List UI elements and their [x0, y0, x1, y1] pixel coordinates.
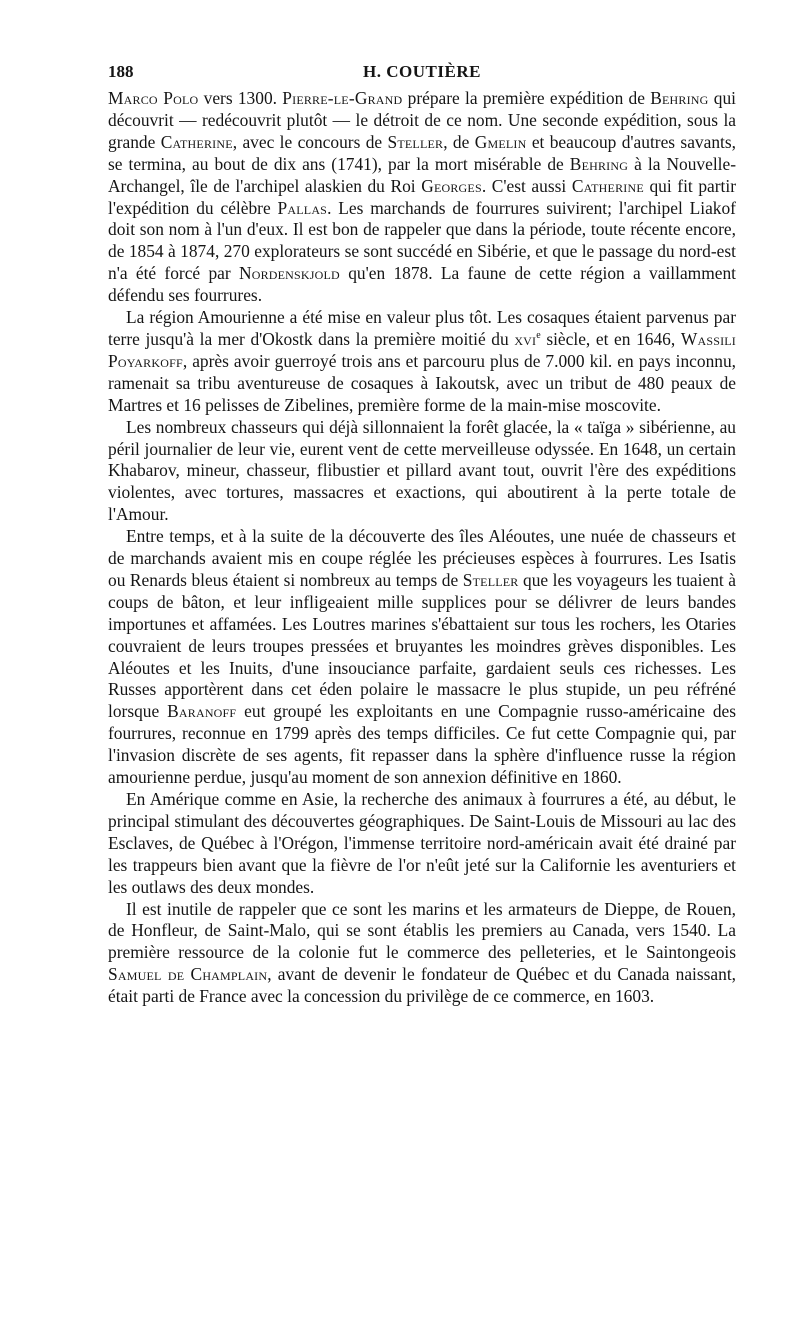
- text-run: et beaucoup d'autres savants, se termina, au bout de dix ans (1741), par la mort misérable de: [108, 131, 736, 174]
- proper-name: Baranoff: [167, 701, 237, 722]
- text-run: que les voyageurs les tuaient à coups de bâton, et leur infligeaient mille supplices pour se délivrer de leurs bandes importunes et affamées. Les Loutres marines s'ébattaient sur tous les rochers, les Otaries couvraient de leurs troupes pressées et bruyantes les moindres grèves disponibles. Les Aléoutes et les Inuits, d'une insouciance parfaite, gardaient seuls ces richesses. Les Russes apportèrent dans cet éden polaire le massacre le plus stupide, un peu réfréné lorsque: [108, 569, 736, 722]
- proper-name: Catherine: [160, 131, 233, 152]
- proper-name: Steller: [387, 131, 444, 152]
- paragraph: [108, 88, 736, 307]
- text-run: Les nombreux chasseurs qui déjà sillonnaient la forêt glacée, la « taïga » sibérienne, au péril journalier de leur vie, eurent vent de cette merveilleuse odyssée. En 1648, un certain Khabarov, mineur, chasseur, flibustier et pillard avant tout, ouvrit l'ère des expéditions violentes, avec tortures, massacres et exactions, qui aboutirent à la perte totale de l'Amour.: [108, 416, 736, 525]
- text-run: Entre temps, et à la suite de la découverte des îles Aléoutes, une nuée de chasseurs et de marchands avaient mis en coupe réglée les précieuses espèces à fourrures. Les Isatis ou Renards bleus étaient si nombreux au temps de: [108, 526, 736, 590]
- proper-name: Behring: [650, 88, 709, 108]
- text-run: , après avoir guerroyé trois ans et parcouru plus de 7.000 kil. en pays inconnu, ramenait sa tribu aventureuse de cosaques à Iakoutsk, avec un tribut de 480 peaux de Martres et 16 pelisses de Zibelines, première forme de la main-mise moscovite.: [108, 350, 736, 415]
- text-run: prépare la première expédition de: [402, 88, 651, 108]
- text-run: vers 1300.: [198, 88, 283, 108]
- proper-name: Catherine: [571, 175, 644, 196]
- proper-name: Marco Polo: [108, 88, 199, 108]
- text-run: , avec le concours de: [232, 131, 388, 152]
- proper-name: Samuel de Champlain: [108, 964, 268, 985]
- paragraph: [108, 789, 736, 899]
- text-run: La région Amourienne a été mise en valeur plus tôt. Les cosaques étaient parvenus par terre jusqu'à la mer d'Okostk dans la première moitié du: [108, 307, 736, 349]
- proper-name: Nordenskjold: [238, 263, 340, 284]
- text-run: . C'est aussi: [481, 175, 572, 196]
- superscript: e: [536, 330, 541, 342]
- page-header: [108, 62, 736, 88]
- paragraph: [108, 417, 736, 527]
- text-run: qui découvrit — redécouvrit plutôt — le détroit de ce nom. Une seconde expédition, sous la grande: [108, 88, 736, 152]
- text-run: . Les marchands de fourrures suivirent; l'archipel Liakof doit son nom à l'un d'eux. Il est bon de rappeler que dans la période, toute récente encore, de 1854 à 1874, 270 explorateurs se sont succédé en Sibérie, et que le passage du nord-est n'a été forcé par: [108, 197, 736, 284]
- paragraph: [108, 899, 736, 1009]
- book-page: [108, 62, 736, 1008]
- paragraph: [108, 307, 736, 417]
- page-number: 188: [108, 62, 134, 81]
- running-title: H. COUTIÈRE: [363, 62, 481, 81]
- proper-name: Georges: [421, 175, 482, 196]
- text-run: qui fit partir l'expédition du célèbre: [108, 175, 736, 218]
- text-run: eut groupé les exploitants en une Compagnie russo-américaine des fourrures, reconnue en 1799 après des temps difficiles. Ce fut cette Compagnie qui, par l'invasion discrète de ses agents, fit repasser dans la sphère d'influence russe la région amourienne perdue, jusqu'au moment de son annexion définitive en 1860.: [108, 701, 736, 788]
- body-text: [108, 88, 736, 1008]
- text-run: , avant de devenir le fondateur de Québec et du Canada naissant, était parti de France avec la concession du privilège de ce commerce, en 1603.: [108, 964, 736, 1007]
- proper-name: Gmelin: [474, 131, 527, 152]
- text-run: à la Nouvelle-Archangel, île de l'archipel alaskien du Roi: [108, 153, 736, 196]
- paragraph: [108, 526, 736, 789]
- proper-name: Wassili Poyarkoff: [108, 328, 736, 371]
- text-run: qu'en 1878. La faune de cette région a vaillamment défendu ses fourrures.: [108, 263, 736, 306]
- proper-name: Behring: [569, 153, 629, 174]
- text-run: En Amérique comme en Asie, la recherche des animaux à fourrures a été, au début, le principal stimulant des découvertes géographiques. De Saint-Louis de Missouri au lac des Esclaves, de Québec à l'Orégon, l'immense territoire nord-américain avait été drainé par les trappeurs bien avant que la fièvre de l'or n'eût jeté sur la Californie les aventuriers et les outlaws des deux mondes.: [108, 789, 736, 897]
- text-run: , de: [443, 131, 475, 152]
- text-run: Il est inutile de rappeler que ce sont les marins et les armateurs de Dieppe, de Rouen, de Honfleur, de Saint-Malo, qui se sont établis les premiers au Canada, vers 1540. La première ressource de la colonie fut le commerce des pelleteries, et le Saintongeois: [108, 898, 736, 963]
- proper-name: Pierre-le-Grand: [282, 88, 403, 108]
- proper-name: Pallas: [277, 197, 328, 218]
- text-run: siècle, et en 1646,: [540, 328, 681, 349]
- proper-name: Steller: [462, 569, 519, 590]
- proper-name: xvi: [514, 328, 537, 349]
